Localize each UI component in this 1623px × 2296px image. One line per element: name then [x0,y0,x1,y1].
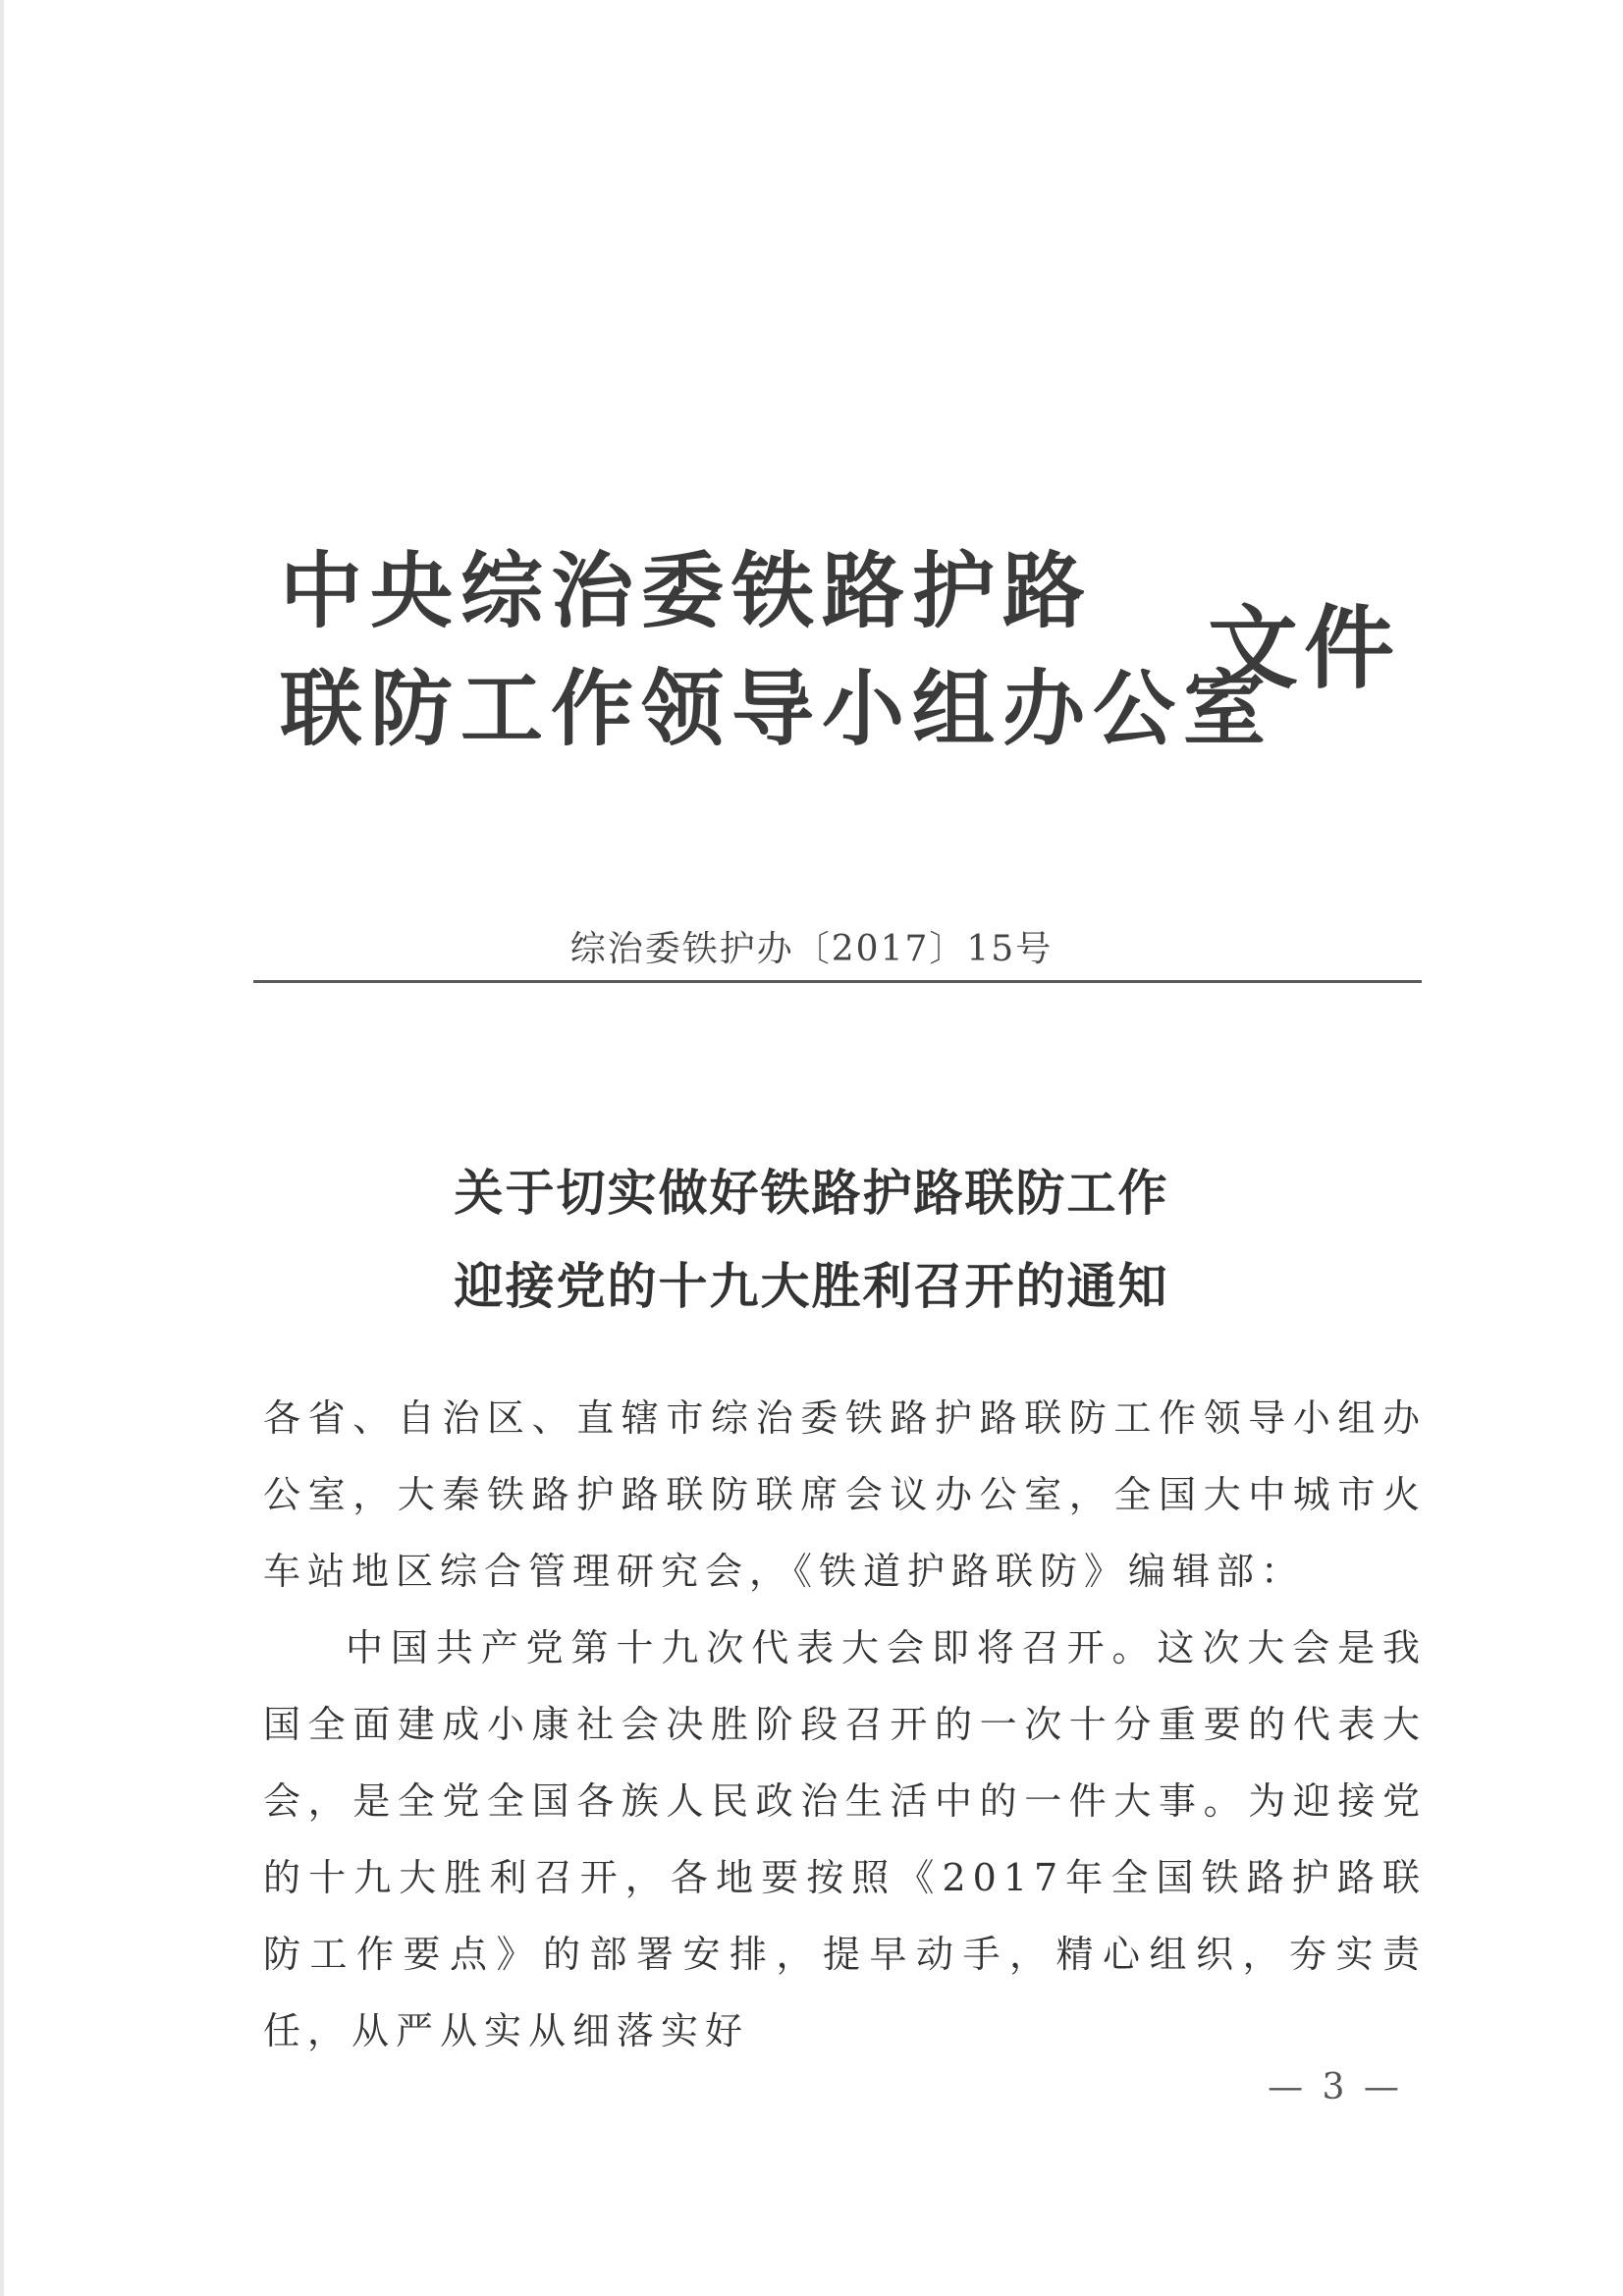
document-header [280,543,1419,776]
addressees-paragraph: 各省、自治区、直辖市综治委铁路护路联防工作领导小组办公室，大秦铁路护路联防联席会议办公室，全国大中城市火车站地区综合管理研究会，《铁道护路联防》编辑部： [263,1396,1427,1593]
page-number: — 3 — [1268,2067,1403,2107]
issuing-org-line-2: 联防工作领导小组办公室 [280,661,1274,757]
document-title-line-1: 关于切实做好铁路护路联防工作 [454,1165,1169,1222]
issuing-org-line-1: 中央综治委铁路护路 [280,543,1094,639]
document-number: 综治委铁护办〔2017〕15号 [569,929,1054,969]
body-paragraph: 中国共产党第十九次代表大会即将召开。这次大会是我国全面建成小康社会决胜阶段召开的一次十分重要的代表大会，是全党全国各族人民政治生活中的一件大事。为迎接党的十九大胜利召开，各地要按照《2017年全国铁路护路联防工作要点》的部署安排，提早动手，精心组织，夯实责任，从严从实从细落实好 [263,1626,1427,2052]
header-divider [253,980,1422,983]
document-body [263,1380,1427,2069]
scan-edge-artifact [0,0,4,2296]
document-title-line-2: 迎接党的十九大胜利召开的通知 [454,1258,1169,1315]
document-type-word: 文件 [1208,596,1401,701]
